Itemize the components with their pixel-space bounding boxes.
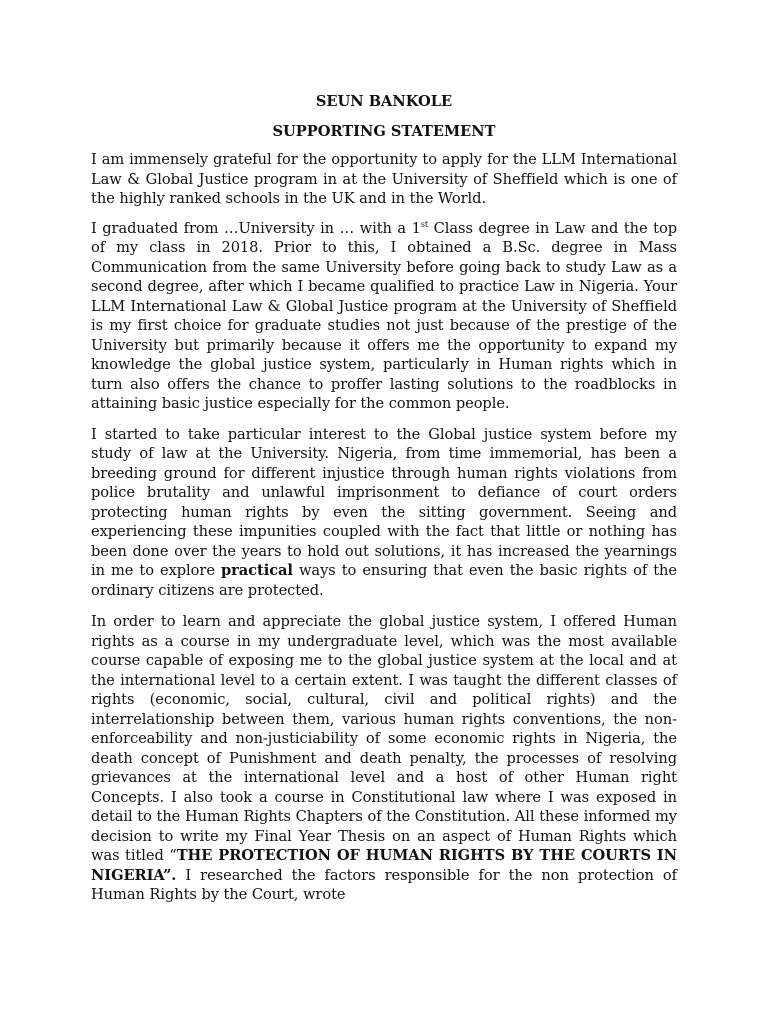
document-title: SUPPORTING STATEMENT (272, 123, 496, 140)
paragraph-intro (91, 150, 677, 209)
paragraph-intro-text: I am immensely grateful for the opportunity to apply for the LLM International Law & Global Justice program in at the University of Sheffield which is one of the highly ranked schools in the UK and in the World. (91, 151, 677, 207)
document-page (91, 92, 677, 915)
paragraph-interest-text-start: I started to take particular interest to the Global justice system before my study of law at the University. Nigeria, from time immemorial, has been a breeding ground for different injustice through human rights violations from police brutality and unlawful imprisonment to defiance of court orders protecting human rights by even the sitting government. Seeing and experiencing these impunities coupled with the fact that little or nothing has been done over the years to hold out solutions, it has increased the yearnings in me to explore (91, 425, 677, 579)
paragraph-coursework-text-end: I researched the factors responsible for the non protection of Human Rights by the Court, wrote (91, 866, 677, 903)
thesis-title: THE PROTECTION OF HUMAN RIGHTS BY THE COURTS IN NIGERIA”. (91, 847, 677, 884)
ordinal-superscript: st (420, 219, 429, 229)
paragraph-interest (91, 425, 677, 601)
emphasis-practical: practical (220, 562, 293, 579)
paragraph-education-text-start: I graduated from …University in … with a 1 (91, 219, 421, 237)
paragraph-interest-text-end: ways to ensuring that even the basic rights of the ordinary citizens are protected. (91, 562, 677, 599)
paragraph-coursework (91, 612, 677, 905)
paragraph-coursework-text-start: In order to learn and appreciate the global justice system, I offered Human rights as a course in my undergraduate level, which was the most available course capable of exposing me to the global justice system at the local and at the international level to a certain extent. I was taught the different classes of rights (economic, social, cultural, civil and political rights) and the interrelationship between them, various human rights conventions, the non-enforceability and non-justiciability of some economic rights in Nigeria, the death concept of Punishment and death penalty, the processes of resolving grievances at the international level and a host of other Human right Concepts. I also took a course in Constitutional law where I was exposed in detail to the Human Rights Chapters of the Constitution. All these informed my decision to write my Final Year Thesis on an aspect of Human Rights which was titled “ (91, 613, 677, 864)
paragraph-education (91, 219, 677, 414)
paragraph-education-text-end: Class degree in Law and the top of my class in 2018. Prior to this, I obtained a B.Sc. degree in Mass Communication from the same University before going back to study Law as a second degree, after which I became qualified to practice Law in Nigeria. Your LLM International Law & Global Justice program at the University of Sheffield is my first choice for graduate studies not just because of the prestige of the University but primarily because it offers me the opportunity to expand my knowledge the global justice system, particularly in Human rights which in turn also offers the chance to proffer lasting solutions to the roadblocks in attaining basic justice especially for the common people. (91, 219, 677, 412)
author-name: SEUN BANKOLE (315, 93, 453, 110)
